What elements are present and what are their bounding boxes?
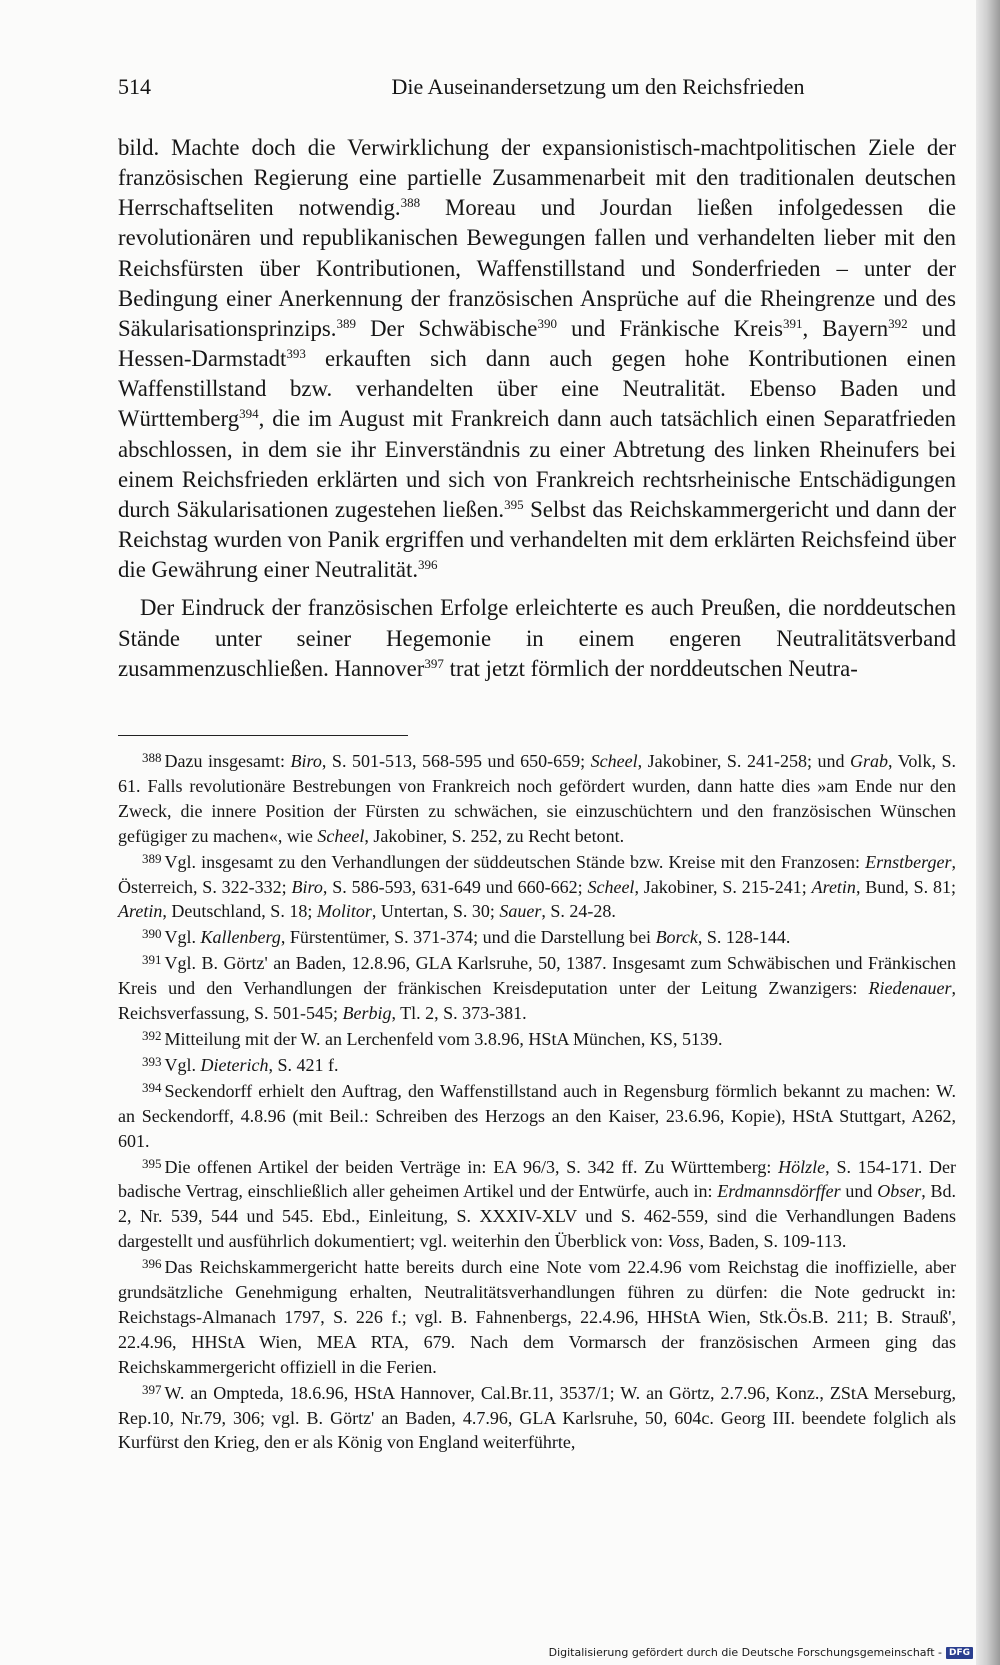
footnote-number: 396	[142, 1256, 162, 1272]
author-name: Scheel	[590, 751, 638, 771]
footnotes	[118, 749, 956, 1456]
author-name: Scheel	[587, 876, 635, 897]
text-run: Die offenen Artikel der beiden Verträge in: EA 96/3, S. 342 ff. Zu Württemberg:	[164, 1156, 779, 1177]
footnote-reference: 389	[336, 315, 356, 331]
text-run: Dazu insgesamt:	[164, 751, 291, 771]
footnote-number: 397	[142, 1381, 162, 1397]
text-run: , Volk, S. 61. Falls revolutionäre Bestrebungen von Frankreich noch gefördert wurden, dann hatte dies »am Ende nur den Zweck, die innere Position der Fürsten zu schwächen, sie einzuschüchtern und den französischen Wünschen gefügiger zu machen«, wie	[118, 751, 956, 846]
text-run: , Bd. 2, Nr. 539, 544 und 545. Ebd., Einleitung, S. XXXIV-XLV und S. 462-559, sind die Verhandlungen Badens dargestellt und ausführlich dokumentiert; vgl. weiterhin den Überblick von:	[118, 1181, 957, 1252]
footnote	[118, 1027, 956, 1052]
text-run: , S. 501-513, 568-595 und 650-659;	[321, 751, 591, 771]
author-name: Ernstberger	[865, 851, 952, 872]
digitization-credit	[549, 1646, 973, 1659]
footnote-reference: 395	[504, 496, 524, 512]
footnote-number: 390	[142, 926, 162, 942]
footnote	[118, 951, 956, 1026]
author-name: Aretin	[118, 901, 163, 922]
footnote-reference: 391	[782, 315, 803, 331]
author-name: Aretin	[811, 876, 856, 897]
footnote-number: 395	[142, 1155, 162, 1171]
footnote-reference: 394	[239, 406, 259, 422]
text-run: , Jakobiner, S. 215-241;	[634, 876, 812, 897]
dfg-logo: DFG	[946, 1647, 973, 1659]
author-name: Riedenauer	[868, 978, 952, 999]
text-run: bild. Machte doch die Verwirklichung der expansionistisch-machtpolitischen Ziele der französischen Regierung eine partielle Zusammenarbeit mit den traditionalen deutschen Herrschaftseliten notwendig.	[118, 135, 956, 221]
author-name: Biro	[291, 876, 323, 897]
author-name: Erdmannsdörffer	[717, 1181, 841, 1202]
text-run: , S. 421 f.	[268, 1054, 339, 1075]
footnote	[118, 925, 956, 950]
text-run: Vgl. B. Görtz' an Baden, 12.8.96, GLA Karlsruhe, 50, 1387. Insgesamt zum Schwäbischen und Fränkischen Kreis und den Verhandlungen der fränkischen Kreisdeputation unter der Leitung Zwanzigers:	[118, 953, 956, 999]
footnote	[118, 1155, 956, 1255]
text-run: , Deutschland, S. 18;	[162, 901, 317, 922]
text-run: , Tl. 2, S. 373-381.	[391, 1003, 527, 1024]
author-name: Sauer	[499, 901, 542, 922]
author-name: Scheel	[317, 825, 365, 846]
text-run: W. an Ompteda, 18.6.96, HStA Hannover, Cal.Br.11, 3537/1; W. an Görtz, 2.7.96, Konz., ZStA Merseburg, Rep.10, Nr.79, 306; vgl. B. Görtz' an Baden, 4.7.96, GLA Karlsruhe, 50, 604c. Georg III. beendete folglich als Kurfürst den Krieg, den er als König von England weiterführte,	[118, 1382, 956, 1453]
author-name: Berbig	[342, 1003, 392, 1024]
footnote	[118, 749, 956, 849]
footnote-number: 393	[142, 1053, 162, 1069]
text-run: trat jetzt förmlich der norddeutschen Neutra-	[443, 655, 858, 681]
text-run: und Fränkische Kreis	[556, 315, 783, 341]
text-run: erkauften sich dann auch gegen hohe Kontributionen einen Waffenstillstand bzw. verhandelten über eine Neutralität. Ebenso Baden und Württemberg	[118, 346, 956, 432]
text-run: , Österreich, S. 322-332;	[118, 851, 956, 897]
body-paragraph	[118, 593, 956, 683]
text-run: und Hessen-Darmstadt	[118, 315, 956, 372]
footnote-reference: 388	[400, 195, 421, 211]
text-run: , Fürstentümer, S. 371-374; und die Darstellung bei	[280, 927, 656, 948]
author-name: Dieterich	[200, 1054, 269, 1075]
footnote	[118, 1053, 956, 1078]
footnote-number: 392	[142, 1027, 162, 1043]
text-run: , S. 154-171. Der badische Vertrag, einschließlich aller geheimen Artikel und der Entwürfe, auch in:	[118, 1156, 956, 1202]
text-run: , Bayern	[802, 315, 889, 341]
text-run: , Jakobiner, S. 241-258; und	[637, 751, 851, 771]
author-name: Hölzle	[778, 1156, 826, 1177]
footnote	[118, 850, 956, 925]
footnote-reference: 397	[424, 655, 444, 671]
text-run: , Bund, S. 81;	[855, 876, 957, 897]
text-run: Der Eindruck der französischen Erfolge erleichterte es auch Preußen, die norddeutschen Stände unter seiner Hegemonie in einem engeren Neutralitätsverband zusammenzuschließen. Hannover	[118, 595, 956, 681]
author-name: Voss	[667, 1231, 700, 1252]
running-head	[118, 74, 963, 108]
text-run: , die im August mit Frankreich dann auch tatsächlich einen Separatfrieden abschlossen, in dem sie ihr Einverständnis zu einer Abtretung des linken Rheinufers bei einem Reichsfrieden erklärten und sich von Frankreich rechtsrheinische Entschädigungen durch Säkularisationen zugestehen ließen.	[118, 406, 956, 522]
footnote-number: 391	[142, 952, 162, 968]
footnote	[118, 1381, 956, 1456]
page-edge-shadow	[976, 0, 1000, 1665]
author-name: Biro	[290, 751, 322, 771]
text-run: , Jakobiner, S. 252, zu Recht betont.	[364, 825, 625, 846]
author-name: Borck	[655, 927, 698, 948]
text-run: Seckendorff erhielt den Auftrag, den Waffenstillstand auch in Regensburg förmlich bekannt zu machen: W. an Seckendorff, 4.8.96 (mit Beil.: Schreiben des Herzogs an den Kaiser, 23.6.96, Kopie), HStA Stuttgart, A262, 601.	[118, 1080, 956, 1151]
text-run: , Baden, S. 109-113.	[699, 1231, 847, 1252]
author-name: Molitor	[316, 901, 372, 922]
footnote-number: 394	[142, 1079, 162, 1095]
body-text	[118, 133, 956, 684]
text-run: , Untertan, S. 30;	[371, 901, 500, 922]
text-run: , S. 128-144.	[697, 927, 791, 948]
footnote-reference: 396	[418, 557, 438, 573]
footnote-number: 389	[142, 850, 162, 866]
text-run: Mitteilung mit der W. an Lerchenfeld vom 3.8.96, HStA München, KS, 5139.	[164, 1028, 723, 1049]
author-name: Obser	[877, 1181, 922, 1202]
body-paragraph	[118, 133, 956, 585]
footnote-reference: 392	[888, 315, 908, 331]
text-run: Moreau und Jourdan ließen infolgedessen die revolutionären und republikanischen Bewegungen fallen und verhandelten lieber mit den Reichsfürsten über Kontributionen, Waffenstillstand und Sonderfrieden – unter der Bedingung einer Anerkennung der französischen Ansprüche auf die Rheingrenze und des Säkularisationsprinzips.	[118, 195, 956, 341]
footnote-separator	[118, 735, 408, 736]
text-run: , S. 24-28.	[541, 901, 616, 922]
author-name: Kallenberg	[200, 927, 281, 948]
text-run: Vgl.	[164, 927, 201, 948]
footnote-reference: 390	[537, 315, 557, 331]
text-run: Vgl.	[164, 1054, 201, 1075]
footnote-reference: 393	[286, 346, 306, 362]
running-title: Die Auseinandersetzung um den Reichsfrieden	[391, 74, 805, 99]
text-run: Das Reichskammergericht hatte bereits durch eine Note vom 22.4.96 vom Reichstag die inoffizielle, aber grundsätzliche Genehmigung erhalten, Neutralitätsverhandlungen führen zu dürfen: die Note gedruckt in: Reichstags-Almanach 1797, S. 226 f.; vgl. B. Fahnenbergs, 22.4.96, HHStA Wien, Stk.Ös.B. 211; B. Strauß', 22.4.96, HHStA Wien, MEA RTA, 679. Nach dem Vormarsch der französischen Armeen ging das Reichskammergericht offiziell in die Ferien.	[118, 1257, 956, 1377]
footnote	[118, 1255, 956, 1380]
credit-text: Digitalisierung gefördert durch die Deutsche Forschungsgemeinschaft -	[548, 1646, 942, 1659]
author-name: Grab	[850, 751, 889, 771]
text-run: , S. 586-593, 631-649 und 660-662;	[322, 876, 588, 897]
text-run: Der Schwäbische	[355, 315, 538, 341]
text-run: , Reichsverfassung, S. 501-545;	[118, 978, 956, 1024]
text-run: und	[840, 1181, 878, 1202]
text-run: Selbst das Reichskammergericht und dann der Reichstag wurden von Panik ergriffen und verhandelten mit dem erklärten Reichsfeind über die Gewährung einer Neutralität.	[118, 496, 956, 583]
page-number: 514	[118, 74, 151, 99]
text-run: Vgl. insgesamt zu den Verhandlungen der süddeutschen Stände bzw. Kreise mit den Franzosen:	[164, 851, 866, 872]
footnote	[118, 1079, 956, 1154]
footnote-number: 388	[142, 750, 162, 765]
